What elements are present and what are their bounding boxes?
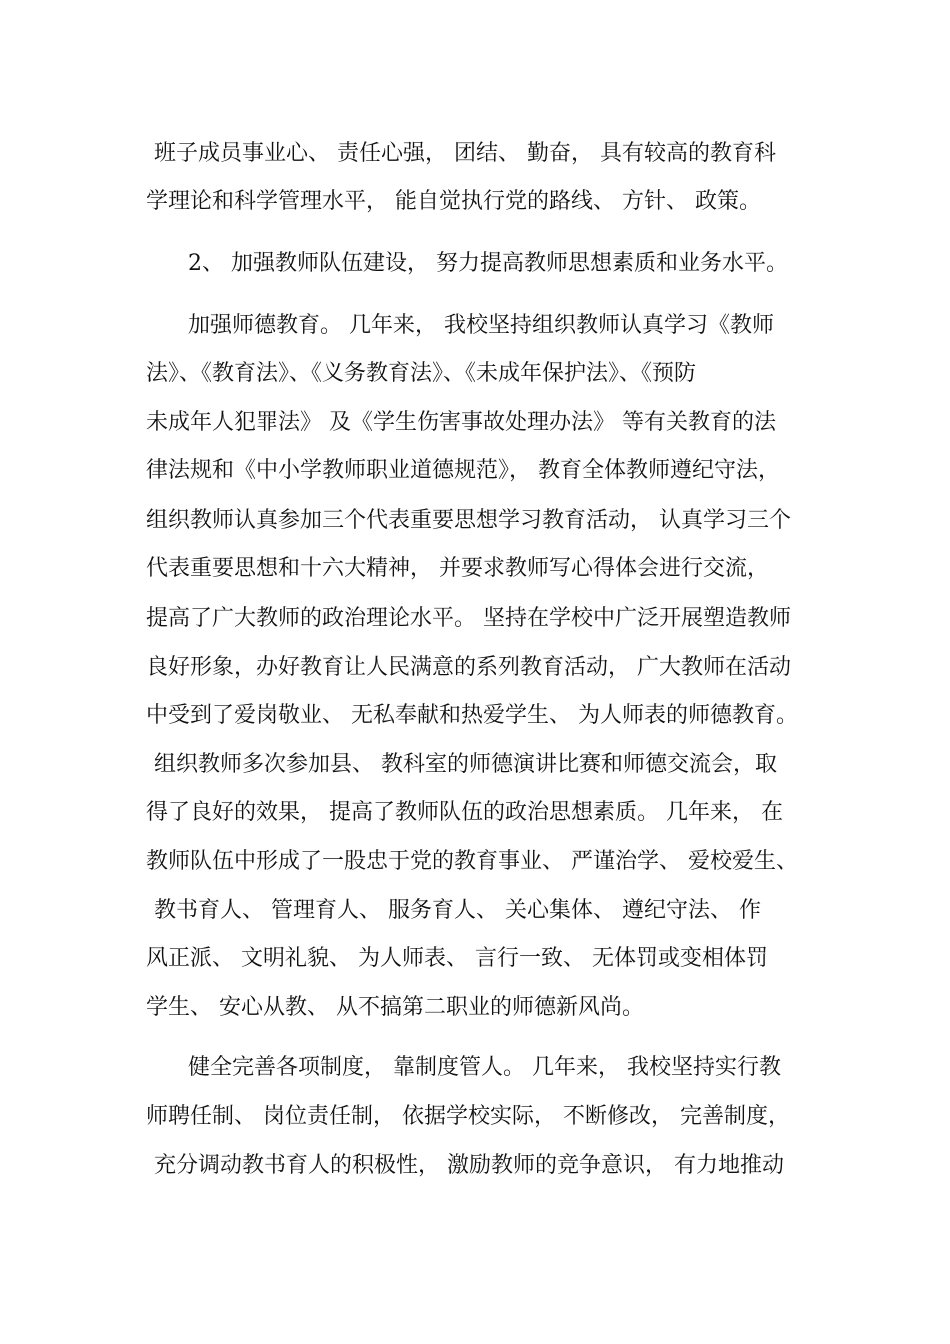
text-line: 教书育人、 管理育人、 服务育人、 关心集体、 遵纪守法、 作: [154, 898, 761, 923]
text-line: 充分调动教书育人的积极性， 激励教师的竞争意识， 有力地推动: [154, 1153, 784, 1178]
text-line: 教师队伍中形成了一股忠于党的教育事业、 严谨治学、 爱校爱生、: [146, 849, 798, 874]
text-line: 学理论和科学管理水平， 能自觉执行党的路线、 方针、 政策。: [146, 189, 761, 214]
text-line: 加强师德教育。 几年来， 我校坚持组织教师认真学习《教师: [188, 313, 774, 338]
text-line: 班子成员事业心、 责任心强， 团结、 勤奋， 具有较高的教育科: [154, 141, 776, 166]
text-line: 组织教师认真参加三个代表重要思想学习教育活动， 认真学习三个: [146, 508, 791, 533]
text-line: 师聘任制、 岗位责任制， 依据学校实际， 不断修改， 完善制度，: [146, 1104, 790, 1129]
text-line: 中受到了爱岗敬业、 无私奉献和热爱学生、 为人师表的师德教育。: [146, 703, 798, 728]
text-line: 学生、 安心从教、 从不搞第二职业的师德新风尚。: [146, 995, 644, 1020]
text-line: 2、 加强教师队伍建设， 努力提高教师思想素质和业务水平。: [188, 251, 788, 276]
text-line: 良好形象，办好教育让人民满意的系列教育活动， 广大教师在活动: [146, 655, 791, 680]
text-line: 组织教师多次参加县、 教科室的师德演讲比赛和师德交流会，取: [154, 752, 777, 777]
text-line: 得了良好的效果， 提高了教师队伍的政治思想素质。 几年来， 在: [146, 800, 783, 825]
text-line: 提高了广大教师的政治理论水平。 坚持在学校中广泛开展塑造教师: [146, 606, 791, 631]
text-line: 未成年人犯罪法》 及《学生伤害事故处理办法》 等有关教育的法: [146, 410, 776, 435]
text-line: 代表重要思想和十六大精神， 并要求教师写心得体会进行交流，: [146, 556, 769, 581]
text-line: 风正派、 文明礼貌、 为人师表、 言行一致、 无体罚或变相体罚: [146, 946, 768, 971]
text-line: 健全完善各项制度， 靠制度管人。 几年来， 我校坚持实行教: [188, 1055, 781, 1080]
text-line: 法》、《教育法》、《义务教育法》、《未成年保护法》、《预防: [146, 361, 697, 386]
text-line: 律法规和《中小学教师职业道德规范》， 教育全体教师遵纪守法，: [146, 458, 780, 483]
